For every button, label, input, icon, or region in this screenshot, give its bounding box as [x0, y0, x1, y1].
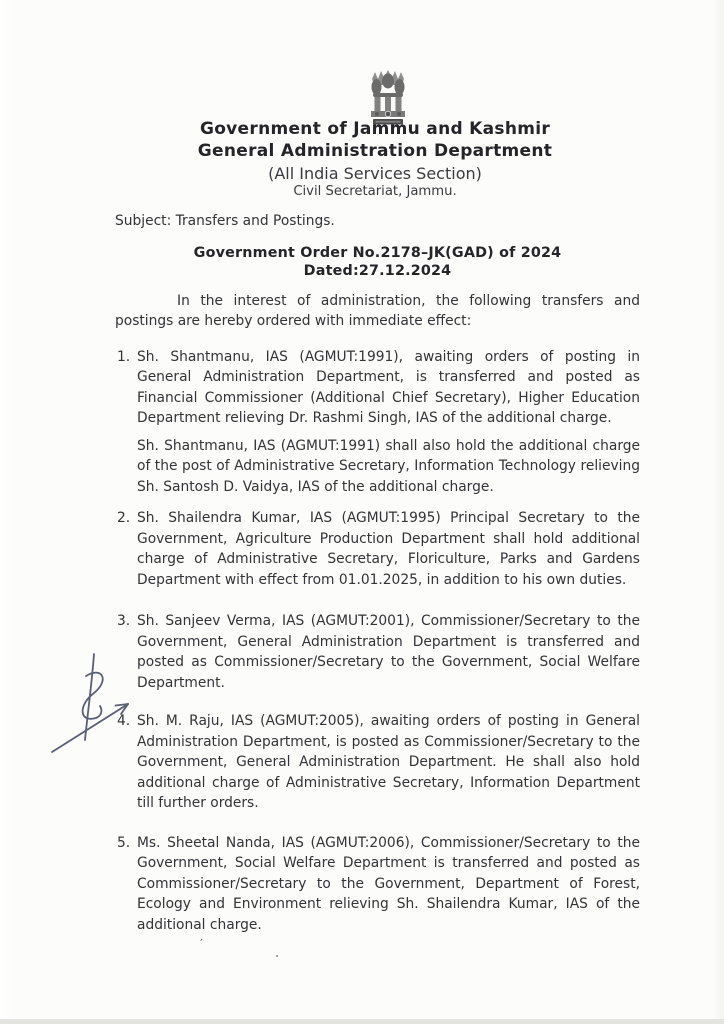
subject-line: Subject: Transfers and Postings. [115, 213, 335, 229]
order-heading [115, 244, 640, 281]
department-title: General Administration Department [197, 140, 553, 161]
scan-edge-highlight [0, 0, 16, 1024]
scan-speck: ’ [197, 937, 204, 950]
scan-speck [276, 955, 278, 957]
order-item-1-continuation: Sh. Shantmanu, IAS (AGMUT:1991) shall also hold the additional charge of the post of Administrative Secretary, Information Technology relieving Sh. Santosh D. Vaidya, IAS of the additional charge. [137, 437, 640, 495]
scan-edge-shadow [712, 0, 724, 1024]
order-date: Dated:27.12.2024 [303, 263, 452, 279]
item-text: Sh. Shailendra Kumar, IAS (AGMUT:1995) Principal Secretary to the Government, Agriculture Production Department shall hold additional charge of Administrative Secretary, Floriculture, Parks and Gardens Department with effect from 01.01.2025, in addition to his own duties. [137, 510, 640, 588]
section-title: (All India Services Section) [268, 164, 482, 183]
order-item-2 [115, 508, 640, 590]
order-number: Government Order No.2178–JK(GAD) of 2024 [193, 244, 562, 261]
secretariat-line: Civil Secretariat, Jammu. [293, 184, 457, 199]
item-number: 4. [117, 713, 131, 729]
item-text: Sh. Shantmanu, IAS (AGMUT:1991), awaiting orders of posting in General Administration Department, is transferred and posted as Financial Commissioner (Additional Chief Secretary), Higher Education Department relieving Dr. Rashmi Singh, IAS of the additional charge. [137, 348, 640, 426]
item-text: Sh. Sanjeev Verma, IAS (AGMUT:2001), Commissioner/Secretary to the Government, General Administration Department is transferred and posted as Commissioner/Secretary to the Government, Social Welfare Department. [137, 613, 640, 691]
government-title: Government of Jammu and Kashmir [199, 119, 551, 139]
item-number: 3. [117, 613, 131, 629]
item-text: Ms. Sheetal Nanda, IAS (AGMUT:2006), Commissioner/Secretary to the Government, Social Welfare Department is transferred and posted as Commissioner/Secretary to the Government, Department of Forest, Ecology and Environment relieving Sh. Shailendra Kumar, IAS of the additional charge. [137, 834, 640, 933]
intro-paragraph: In the interest of administration, the following transfers and postings are hereby ordered with immediate effect: [115, 292, 640, 329]
order-item-4 [115, 711, 640, 814]
order-item-1 [115, 347, 640, 429]
scan-bottom-edge [0, 1019, 724, 1024]
item-text: Sh. M. Raju, IAS (AGMUT:2005), awaiting orders of posting in General Administration Department, is posted as Commissioner/Secretary to the Government, General Administration Department. He shall also hold additional charge of Administrative Secretary, Information Department till further orders. [137, 713, 640, 811]
order-item-3 [115, 611, 640, 693]
document-body [115, 211, 640, 935]
item-number: 5. [117, 834, 131, 851]
item-number: 2. [117, 510, 131, 526]
item-number: 1. [117, 348, 131, 365]
letterhead [113, 119, 637, 200]
handwritten-signature-mark [42, 648, 162, 778]
order-item-5 [115, 833, 640, 936]
order-items-list [115, 347, 640, 936]
